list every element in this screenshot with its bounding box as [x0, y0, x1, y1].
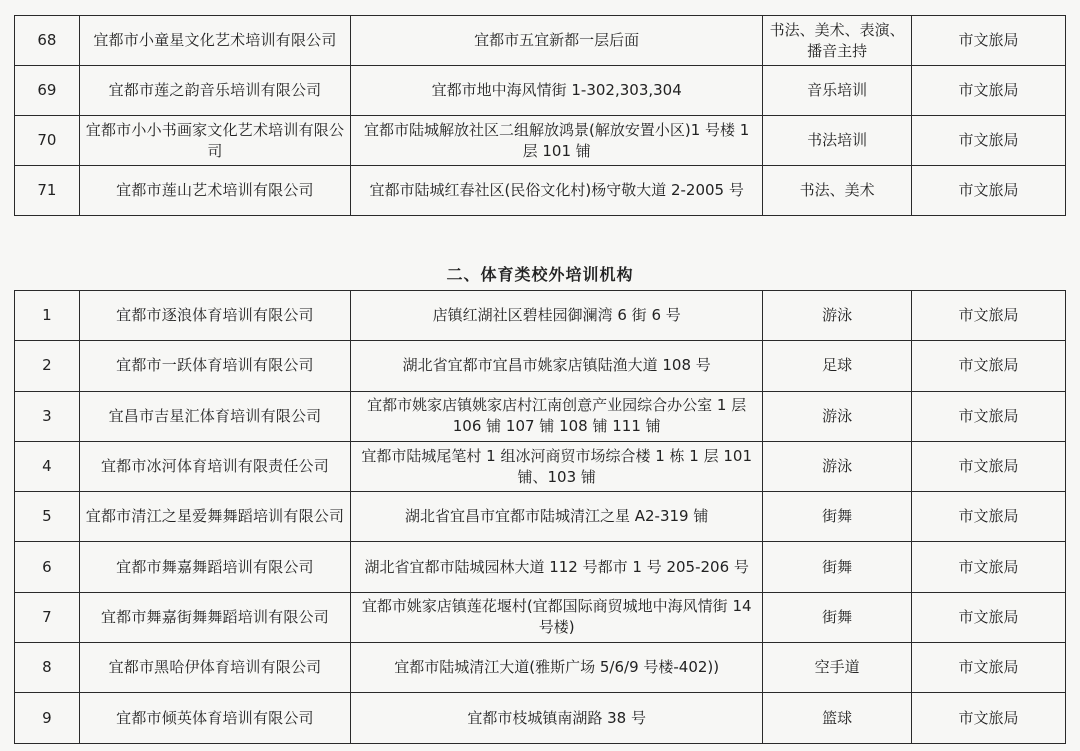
supervising-authority: 市文旅局	[912, 166, 1066, 216]
institution-address: 宜都市姚家店镇姚家店村江南创意产业园综合办公室 1 层 106 铺 107 铺 108 铺 111 铺	[351, 391, 763, 441]
institution-address: 宜都市陆城解放社区二组解放鸿景(解放安置小区)1 号楼 1 层 101 铺	[351, 116, 763, 166]
institution-name: 宜都市小小书画家文化艺术培训有限公司	[79, 116, 350, 166]
training-category: 音乐培训	[763, 66, 912, 116]
supervising-authority: 市文旅局	[912, 66, 1066, 116]
institution-name: 宜都市莲之韵音乐培训有限公司	[79, 66, 350, 116]
table-row	[15, 391, 1066, 441]
training-category: 书法、美术	[763, 166, 912, 216]
table-row	[15, 643, 1066, 693]
supervising-authority: 市文旅局	[912, 291, 1066, 341]
table-row	[15, 116, 1066, 166]
institution-name: 宜都市清江之星爱舞舞蹈培训有限公司	[79, 492, 350, 542]
supervising-authority: 市文旅局	[912, 693, 1066, 743]
institution-address: 宜都市姚家店镇莲花堰村(宜都国际商贸城地中海风情街 14 号楼)	[351, 592, 763, 642]
institution-address: 湖北省宜昌市宜都市陆城清江之星 A2-319 铺	[351, 492, 763, 542]
training-category: 足球	[763, 341, 912, 391]
institution-name: 宜都市一跃体育培训有限公司	[79, 341, 350, 391]
institution-name: 宜都市舞嘉街舞舞蹈培训有限公司	[79, 592, 350, 642]
training-category: 街舞	[763, 542, 912, 592]
supervising-authority: 市文旅局	[912, 341, 1066, 391]
institution-name: 宜都市黑哈伊体育培训有限公司	[79, 643, 350, 693]
table-row	[15, 441, 1066, 491]
row-number: 7	[15, 592, 80, 642]
training-category: 空手道	[763, 643, 912, 693]
institution-address: 宜都市五宜新都一层后面	[351, 16, 763, 66]
row-number: 5	[15, 492, 80, 542]
supervising-authority: 市文旅局	[912, 116, 1066, 166]
training-category: 书法培训	[763, 116, 912, 166]
row-number: 70	[15, 116, 80, 166]
training-category: 游泳	[763, 291, 912, 341]
training-category: 游泳	[763, 441, 912, 491]
culture-institutions-table	[14, 15, 1066, 216]
table-row	[15, 492, 1066, 542]
table-row	[15, 542, 1066, 592]
training-category: 书法、美术、表演、播音主持	[763, 16, 912, 66]
institution-address: 湖北省宜都市陆城园林大道 112 号都市 1 号 205-206 号	[351, 542, 763, 592]
training-category: 游泳	[763, 391, 912, 441]
institution-address: 宜都市枝城镇南湖路 38 号	[351, 693, 763, 743]
institution-name: 宜昌市吉星汇体育培训有限公司	[79, 391, 350, 441]
institution-name: 宜都市倾英体育培训有限公司	[79, 693, 350, 743]
institution-name: 宜都市舞嘉舞蹈培训有限公司	[79, 542, 350, 592]
section-title: 二、体育类校外培训机构	[446, 265, 634, 284]
institution-name: 宜都市冰河体育培训有限责任公司	[79, 441, 350, 491]
institution-address: 湖北省宜都市宜昌市姚家店镇陆渔大道 108 号	[351, 341, 763, 391]
row-number: 68	[15, 16, 80, 66]
table-row	[15, 291, 1066, 341]
supervising-authority: 市文旅局	[912, 643, 1066, 693]
training-category: 街舞	[763, 592, 912, 642]
row-number: 4	[15, 441, 80, 491]
row-number: 9	[15, 693, 80, 743]
row-number: 8	[15, 643, 80, 693]
sports-institutions-table	[14, 290, 1066, 744]
institution-address: 宜都市陆城尾笔村 1 组冰河商贸市场综合楼 1 栋 1 层 101 铺、103 铺	[351, 441, 763, 491]
institution-name: 宜都市小童星文化艺术培训有限公司	[79, 16, 350, 66]
institution-address: 店镇红湖社区碧桂园御澜湾 6 街 6 号	[351, 291, 763, 341]
training-category: 篮球	[763, 693, 912, 743]
table-row	[15, 66, 1066, 116]
institution-address: 宜都市陆城清江大道(雅斯广场 5/6/9 号楼-402))	[351, 643, 763, 693]
supervising-authority: 市文旅局	[912, 441, 1066, 491]
row-number: 71	[15, 166, 80, 216]
institution-address: 宜都市地中海风情街 1-302,303,304	[351, 66, 763, 116]
row-number: 3	[15, 391, 80, 441]
supervising-authority: 市文旅局	[912, 492, 1066, 542]
training-category: 街舞	[763, 492, 912, 542]
table-row	[15, 341, 1066, 391]
supervising-authority: 市文旅局	[912, 592, 1066, 642]
table-row	[15, 592, 1066, 642]
institution-name: 宜都市逐浪体育培训有限公司	[79, 291, 350, 341]
supervising-authority: 市文旅局	[912, 542, 1066, 592]
row-number: 1	[15, 291, 80, 341]
table-row	[15, 166, 1066, 216]
supervising-authority: 市文旅局	[912, 391, 1066, 441]
institution-address: 宜都市陆城红春社区(民俗文化村)杨守敬大道 2-2005 号	[351, 166, 763, 216]
table-row	[15, 16, 1066, 66]
row-number: 2	[15, 341, 80, 391]
supervising-authority: 市文旅局	[912, 16, 1066, 66]
row-number: 69	[15, 66, 80, 116]
institution-name: 宜都市莲山艺术培训有限公司	[79, 166, 350, 216]
row-number: 6	[15, 542, 80, 592]
table-row	[15, 693, 1066, 743]
